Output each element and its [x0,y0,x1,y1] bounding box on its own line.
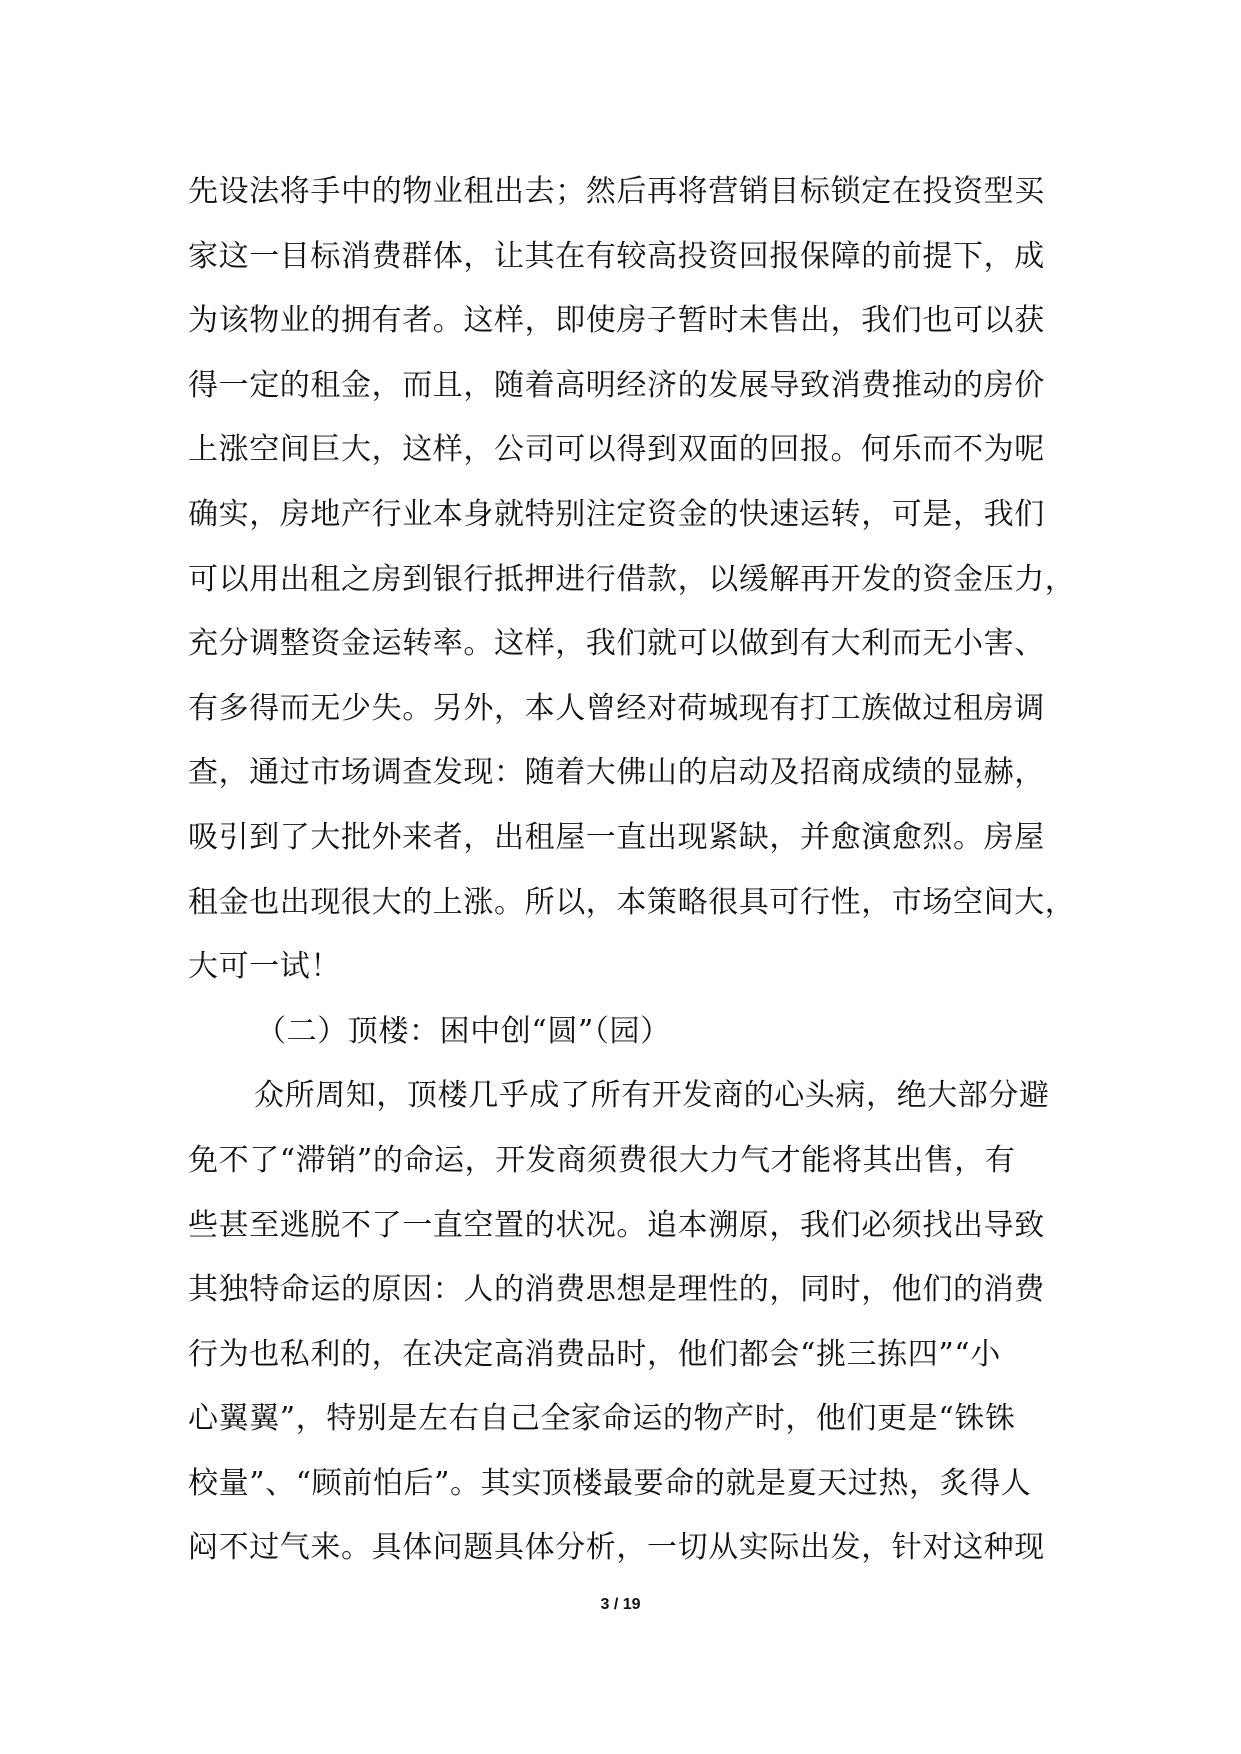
text-line: 些甚至逃脱不了一直空置的状况。追本溯原，我们必须找出导致 [188,1207,1045,1243]
document-body [188,160,1076,1581]
text-line: 确实，房地产行业本身就特别注定资金的快速运转，可是，我们 [188,496,1045,532]
text-line: 闷不过气来。具体问题具体分析，一切从实际出发，针对这种现 [188,1530,1045,1566]
text-line: 吸引到了大批外来者，出租屋一直出现紧缺，并愈演愈烈。房屋 [188,819,1045,855]
section-heading: （二）顶楼：困中创“圆”（园） [256,1013,671,1049]
text-line: 行为也私利的，在决定高消费品时，他们都会“挑三拣四”“小 [188,1336,1001,1372]
text-line: 其独特命运的原因：人的消费思想是理性的，同时，他们的消费 [188,1272,1045,1308]
text-line: 校量”、“顾前怕后”。其实顶楼最要命的就是夏天过热，炙得人 [188,1465,1032,1501]
text-line: 心翼翼”，特别是左右自己全家命运的物产时，他们更是“铢铢 [188,1401,1016,1437]
text-line: 上涨空间巨大，这样，公司可以得到双面的回报。何乐而不为呢 [188,432,1045,468]
text-line: 家这一目标消费群体，让其在有较高投资回报保障的前提下，成 [188,238,1045,274]
text-line: 得一定的租金，而且，随着高明经济的发展导致消费推动的房价 [188,367,1045,403]
text-line: 租金也出现很大的上涨。所以，本策略很具可行性，市场空间大， [188,884,1076,920]
text-line: 大可一试！ [188,949,341,985]
text-line: 为该物业的拥有者。这样，即使房子暂时未售出，我们也可以获 [188,303,1045,339]
text-line: 充分调整资金运转率。这样，我们就可以做到有大利而无小害、 [188,626,1045,662]
text-line: 查，通过市场调查发现：随着大佛山的启动及招商成绩的显赫， [188,755,1045,791]
text-line: 可以用出租之房到银行抵押进行借款，以缓解再开发的资金压力， [188,561,1076,597]
page-number: 3 / 19 [600,1596,641,1613]
text-line: 众所周知，顶楼几乎成了所有开发商的心头病，绝大部分避 [254,1078,1050,1114]
text-line: 免不了“滞销”的命运，开发商须费很大力气才能将其出售，有 [188,1142,1016,1178]
text-line: 有多得而无少失。另外，本人曾经对荷城现有打工族做过租房调 [188,690,1045,726]
text-line: 先设法将手中的物业租出去；然后再将营销目标锁定在投资型买 [188,174,1045,209]
